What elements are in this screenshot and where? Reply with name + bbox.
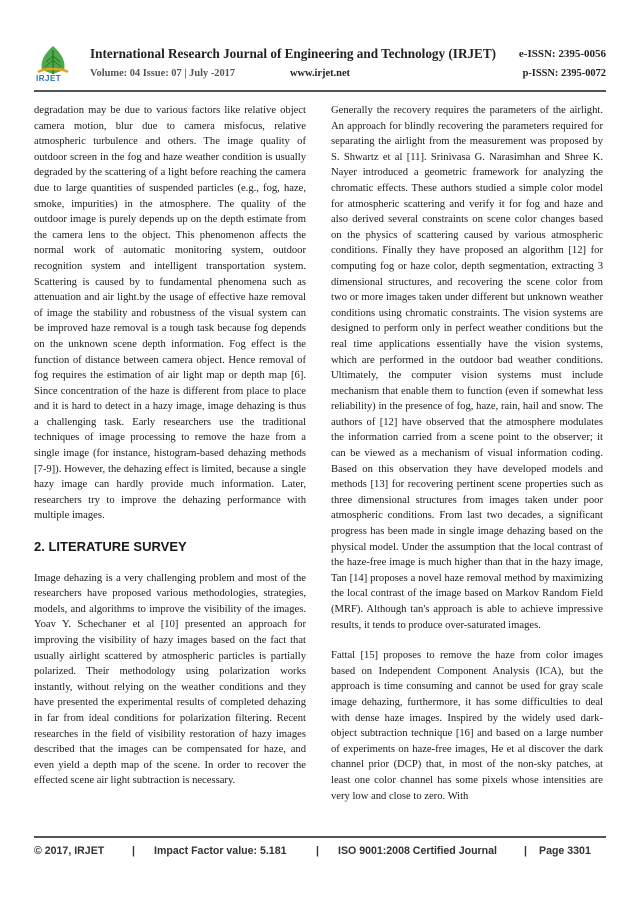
p-issn: p-ISSN: 2395-0072 bbox=[522, 68, 606, 79]
footer-copyright: © 2017, IRJET bbox=[34, 845, 105, 857]
footer-page-number: Page 3301 bbox=[539, 845, 591, 857]
footer-separator: | bbox=[524, 845, 527, 857]
footer-divider bbox=[34, 836, 606, 838]
website-link[interactable]: www.irjet.net bbox=[290, 68, 351, 79]
left-column bbox=[34, 103, 306, 804]
footer-separator: | bbox=[132, 845, 135, 857]
left-paragraph-intro: degradation may be due to various factors like relative object camera motion, blur due to camera misfocus, relative atmospheric turbulence and others. The image quality of outdoor screen in the fog and haze weather condition is usually degraded by the scattering of a light before reaching the camera due to large quantities of suspended particles (e.g., fog, haze, smoke, impurities) in the atmosphere. The quality of the outdoor image is purely depends up on the depth estimate from the camera lens to the object. This phenomenon affects the normal work of automatic monitoring system, outdoor recognition system and intelligent transportation system. Scattering is caused by to fundamental phenomena such as attenuation and air light.by the usage of effective haze removal of image the stability and robustness of the visual system can be improved haze removal is a tough task because fog depends on the unknown scene depth information. Fog effect is the function of distance between camera object. Hence removal of fog requires the estimation of air light map or depth map [6]. Since concentration of the haze is different from place to place and it is hard to detect in a hazy image, image dehazing is thus a challenging task. Early researchers use the traditional techniques of image processing to remove the haze from a single image (for instance, histogram-based dehazing methods [7-9]). However, the dehazing effect is limited, because a single hazy image can hardly provide much information. Later, researchers try to improve the dehazing performance with multiple images. bbox=[34, 105, 306, 522]
right-column bbox=[331, 103, 603, 819]
volume-issue: Volume: 04 Issue: 07 | July -2017 bbox=[90, 68, 236, 79]
footer-iso: ISO 9001:2008 Certified Journal bbox=[338, 845, 497, 857]
right-paragraph-fattal: Fattal [15] proposes to remove the haze from color images based on Independent Component Analysis (ICA), but the approach is time consuming and cannot be used for gray scale image dehazing, furthermore, it has some difficulties to deal with dense haze images. Inspired by the widely used dark-object subtraction technique [16] and based on a large number of experiments on haze-free images, He et al discover the dark channel prior (DCP) that, in most of the non-sky patches, at least one color channel has some pixels whose intensities are very low and close to zero. With bbox=[331, 650, 603, 802]
page-header bbox=[0, 0, 638, 90]
footer-separator: | bbox=[316, 845, 319, 857]
logo-text: IRJET bbox=[36, 74, 62, 83]
left-paragraph-survey: Image dehazing is a very challenging problem and most of the researchers have proposed various methodologies, strategies, models, and algorithms to improve the visibility of the images. Yoav Y. Schechaner et al [10] presented an approach for improving the visibility of hazy images based on the fact that usually airlight scattered by atmospheric particles is partially polarized. Their methodology using polarization works instantly, without relying on the weather conditions and they have presented the experimental results of completed dehazing in far from ideal conditions for polarization filtering. Recent researches in the field of visibility restoration of hazy images described that the images can be compensated for haze, and even yield a depth map of the scene. In order to recover the effected scene air light subtraction is necessary. bbox=[34, 572, 306, 787]
right-paragraph-recovery: Generally the recovery requires the parameters of the airlight. An approach for blindly recovering the parameters required for separating the airlight from the measurement was proposed by S. Shwartz et al [11]. Srinivasa G. Narasimhan and Shree K. Nayer introduced a geometric framework for analyzing the chromatic effects. These authors studied a simple color model for atmospheric scattering and verify it for fog and haze and also derived several constraints on scene color changes based on the physics of scattering caused by various atmospheric conditions. Finally they have proposed an algorithm [12] for computing fog or haze color, depth segmentation, extracting 3 dimensional structures, and recovering the scene color from two or more images taken under different but unknown weather conditions using chromatic constraints. The vision systems are designed to perform only in perfect weather conditions but the real time applications essentially have the vision systems, which are performed in the outdoor bad weather conditions. Ultimately, the computer vision systems must include mechanism that enable them to function (even if somewhat less reliability) in the presence of fog, haze, rain, hail and snow. The authors of [12] have observed that the atmosphere modulates the information carried from a scene point to the observer; it can be viewed as a mechanism of visual information coding. Based on this observation they have developed models and methods [13] for recovering pertinent scene properties such as three dimensional structures from images taken under poor atmospheric conditions. From last two decades, a significant progress has been made in single image dehazing based on the physical model. Under the assumption that the local contrast of the haze-free image is much higher than that in the hazy image, Tan [14] proposes a novel haze removal method by maximizing the local contrast of the image based on Markov Random Field (MRF). Although tan's approach is able to achieve impressive results, it tends to produce over-saturated images. bbox=[331, 105, 603, 631]
journal-title: International Research Journal of Engineering and Technology (IRJET) bbox=[90, 46, 497, 61]
e-issn: e-ISSN: 2395-0056 bbox=[518, 48, 606, 60]
section-heading: 2. LITERATURE SURVEY bbox=[34, 539, 187, 555]
header-divider bbox=[34, 90, 606, 92]
footer-impact-factor: Impact Factor value: 5.181 bbox=[154, 845, 287, 857]
